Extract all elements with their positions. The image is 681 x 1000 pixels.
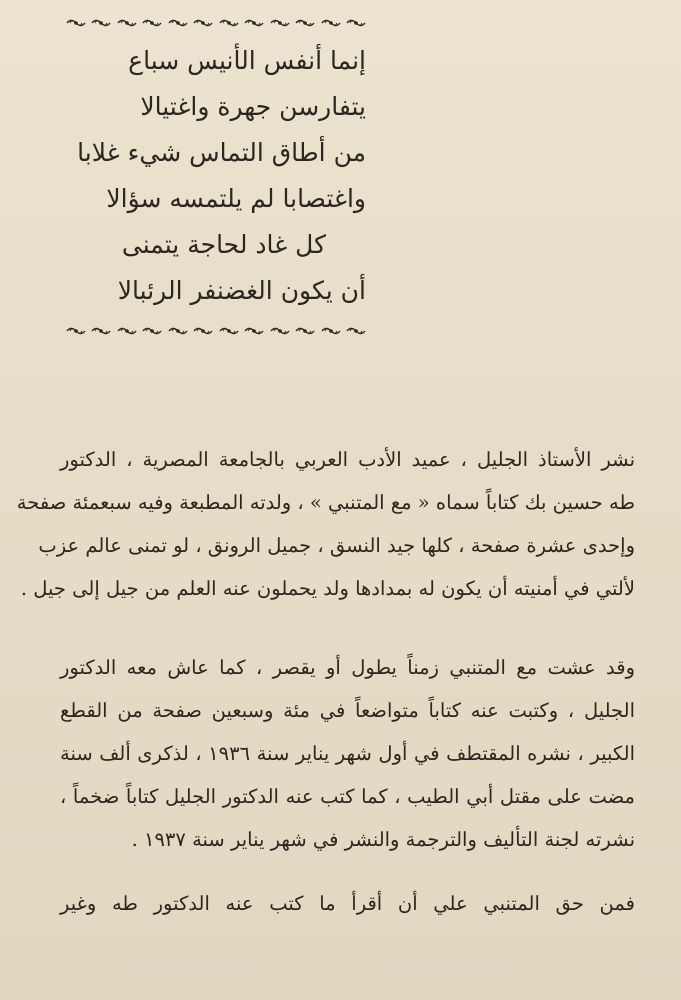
text-line: وقد عشت مع المتنبي زمناً يطول أو يقصر ، كما عاش معه الدكتور — [60, 656, 635, 679]
text-line: نشر الأستاذ الجليل ، عميد الأدب العربي بالجامعة المصرية ، الدكتور — [60, 448, 635, 471]
floral-ornament-icon — [193, 322, 213, 334]
paragraph-1 — [16, 438, 635, 610]
text-line: فمن حق المتنبي علي أن أقرأ ما كتب عنه الدكتور طه وغير — [60, 892, 635, 915]
text-line: الجليل ، وكتبت عنه كتاباً متواضعاً في مئة وسبعين صفحة من القطع — [60, 699, 635, 722]
floral-ornament-icon — [91, 322, 111, 334]
paragraph-3 — [60, 882, 635, 925]
floral-ornament-icon — [244, 322, 264, 334]
ornament-border-bottom — [66, 320, 366, 336]
floral-ornament-icon — [270, 322, 290, 334]
text-line: مضت على مقتل أبي الطيب ، كما كتب عنه الدكتور الجليل كتاباً ضخماً ، — [60, 785, 635, 808]
poem-verse: كل غاد لحاجة يتمنى — [121, 230, 326, 259]
text-line: وإحدى عشرة صفحة ، كلها جيد النسق ، جميل الرونق ، لو تمنى عالم عزب — [38, 534, 635, 557]
poem-verse: من أطاق التماس شيء غلابا — [77, 138, 366, 167]
floral-ornament-icon — [66, 322, 86, 334]
poem-verse: يتفارسن جهرة واغتيالا — [140, 92, 366, 121]
floral-ornament-icon — [117, 14, 137, 26]
floral-ornament-icon — [168, 14, 188, 26]
floral-ornament-icon — [321, 14, 341, 26]
floral-ornament-icon — [346, 322, 366, 334]
floral-ornament-icon — [142, 322, 162, 334]
floral-ornament-icon — [168, 322, 188, 334]
floral-ornament-icon — [142, 14, 162, 26]
floral-ornament-icon — [66, 14, 86, 26]
paragraph-2 — [60, 646, 635, 861]
floral-ornament-icon — [270, 14, 290, 26]
ornament-border-top — [66, 12, 366, 28]
text-line: نشرته لجنة التأليف والترجمة والنشر في شهر يناير سنة ١٩٣٧ . — [131, 828, 635, 851]
floral-ornament-icon — [346, 14, 366, 26]
floral-ornament-icon — [295, 322, 315, 334]
poem-verse: واغتصابا لم يلتمسه سؤالا — [106, 184, 366, 213]
floral-ornament-icon — [193, 14, 213, 26]
text-line: الكبير ، نشره المقتطف في أول شهر يناير سنة ١٩٣٦ ، لذكرى ألف سنة — [60, 742, 635, 765]
floral-ornament-icon — [117, 322, 137, 334]
text-line: لألتي في أمنيته أن يكون له بمدادها ولد يحملون عنه العلم من جيل إلى جيل . — [20, 577, 635, 600]
floral-ornament-icon — [219, 14, 239, 26]
floral-ornament-icon — [91, 14, 111, 26]
text-line: طه حسين بك كتاباً سماه « مع المتنبي » ، ولدته المطبعة وفيه سبعمئة صفحة — [16, 491, 635, 514]
poem-block — [66, 38, 366, 314]
floral-ornament-icon — [321, 322, 341, 334]
floral-ornament-icon — [295, 14, 315, 26]
poem-verse: إنما أنفس الأنيس سباع — [128, 46, 366, 75]
poem-verse: أن يكون الغضنفر الرئبالا — [117, 276, 366, 305]
floral-ornament-icon — [219, 322, 239, 334]
floral-ornament-icon — [244, 14, 264, 26]
